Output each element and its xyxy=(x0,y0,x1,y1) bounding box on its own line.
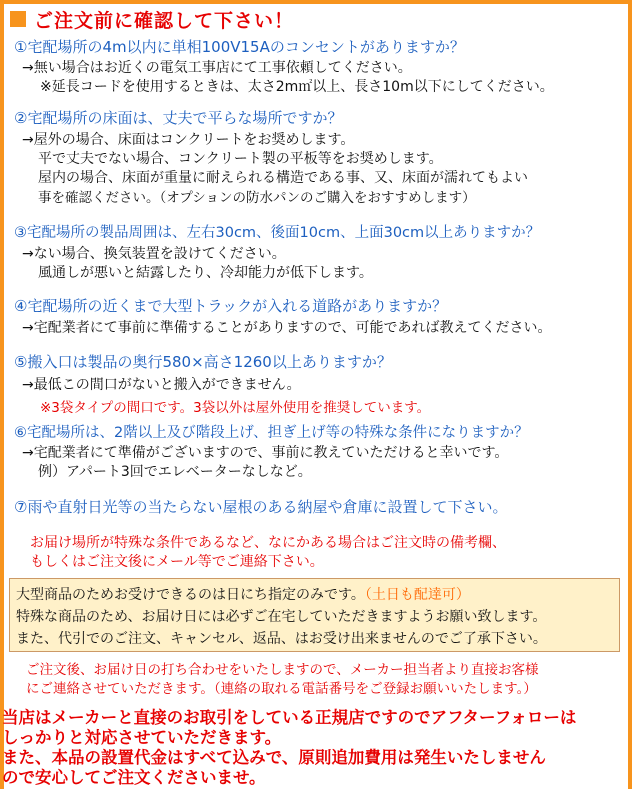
answer-3-line-1: →ない場合、換気装置を設けてください。 xyxy=(22,246,286,262)
answer-2-line-2: 平で丈夫でない場合、コンクリート製の平板等をお奨めします。 xyxy=(38,151,443,167)
footer-line-1: 当店はメーカーと直接のお取引をしている正規店ですのでアフターフォローは xyxy=(2,708,577,727)
footer-line-3: また、本品の設置代金はすべて込みで、原則追加費用は発生いたしません xyxy=(2,748,546,767)
answer-2-line-4: 事を確認ください。（オプションの防水パンのご購入をおすすめします） xyxy=(38,190,476,206)
contact-line-1: ご注文後、お届け日の打ち合わせをいたしますので、メーカー担当者より直接お客様 xyxy=(26,662,539,678)
answer-4-line-1: →宅配業者にて事前に準備することがありますので、可能であれば教えてください。 xyxy=(22,320,552,336)
question-2: ②宅配場所の床面は、丈夫で平らな場所ですか？ xyxy=(14,109,343,127)
box-line-1 xyxy=(16,584,470,604)
question-3: ③宅配場所の製品周囲は、左右30cm、後面10cm、上面30cm以上ありますか？ xyxy=(14,225,541,241)
question-1: ①宅配場所の4m以内に単相100V15Aのコンセントがありますか？ xyxy=(14,38,465,56)
weekend-delivery-highlight: （土日も配達可） xyxy=(364,587,470,603)
box-line-1-text: 大型商品のためお受けできるのは日にち指定のみです。 xyxy=(16,587,365,603)
answer-5-line-1: →最低この間口がないと搬入ができません。 xyxy=(22,377,301,393)
header xyxy=(10,6,294,32)
delivery-info-box xyxy=(9,578,620,652)
answer-3-line-2: 風通しが悪いと結露したり、冷却能力が低下します。 xyxy=(38,265,373,281)
contact-line-2: にご連絡させていただきます。（連絡の取れる電話番号をご登録お願いいたします。） xyxy=(26,681,537,697)
notice-line-2: もしくはご注文後にメール等でご連絡下さい。 xyxy=(30,554,324,570)
answer-6-line-1: →宅配業者にて準備がございますので、事前に教えていただけると幸いです。 xyxy=(22,445,509,461)
question-7: ⑦雨や直射日光等の当たらない屋根のある納屋や倉庫に設置して下さい。 xyxy=(14,498,508,516)
question-6: ⑥宅配場所は、2階以上及び階段上げ、担ぎ上げ等の特殊な条件になりますか？ xyxy=(14,425,529,441)
box-line-3: また、代引でのご注文、キャンセル、返品、はお受け出来ませんのでご了承下さい。 xyxy=(16,631,547,647)
question-4: ④宅配場所の近くまで大型トラックが入れる道路がありますか？ xyxy=(14,297,448,315)
square-bullet-icon xyxy=(10,11,26,27)
notice-line-1: お届け場所が特殊な条件であるなど、なにかある場合はご注文時の備考欄、 xyxy=(30,535,506,551)
answer-6-line-2: 例）アパート3回でエレベーターなしなど。 xyxy=(38,464,312,480)
footer-line-2: しっかりと対応させていただきます。 xyxy=(2,728,282,747)
question-5: ⑤搬入口は製品の奥行580×高さ1260以上ありますか？ xyxy=(14,353,392,371)
answer-1-line-2: ※延長コードを使用するときは、太さ2m㎡以上、長さ10m以下にしてください。 xyxy=(40,79,554,95)
answer-2-line-1: →屋外の場合、床面はコンクリートをお奨めします。 xyxy=(22,132,355,148)
answer-5-note: ※3袋タイプの間口です。3袋以外は屋外使用を推奨しています。 xyxy=(40,400,431,416)
answer-1-line-1: →無い場合はお近くの電気工事店にて工事依頼してください。 xyxy=(22,60,412,76)
footer-line-4: ので安心してご注文くださいませ。 xyxy=(2,768,266,787)
page-title: ご注文前に確認して下さい！ xyxy=(34,9,295,32)
box-line-2: 特殊な商品のため、お届け日には必ずご在宅していただきますようお願い致します。 xyxy=(16,609,547,625)
answer-2-line-3: 屋内の場合、床面が重量に耐えられる構造である事、又、床面が濡れてもよい xyxy=(38,170,528,186)
